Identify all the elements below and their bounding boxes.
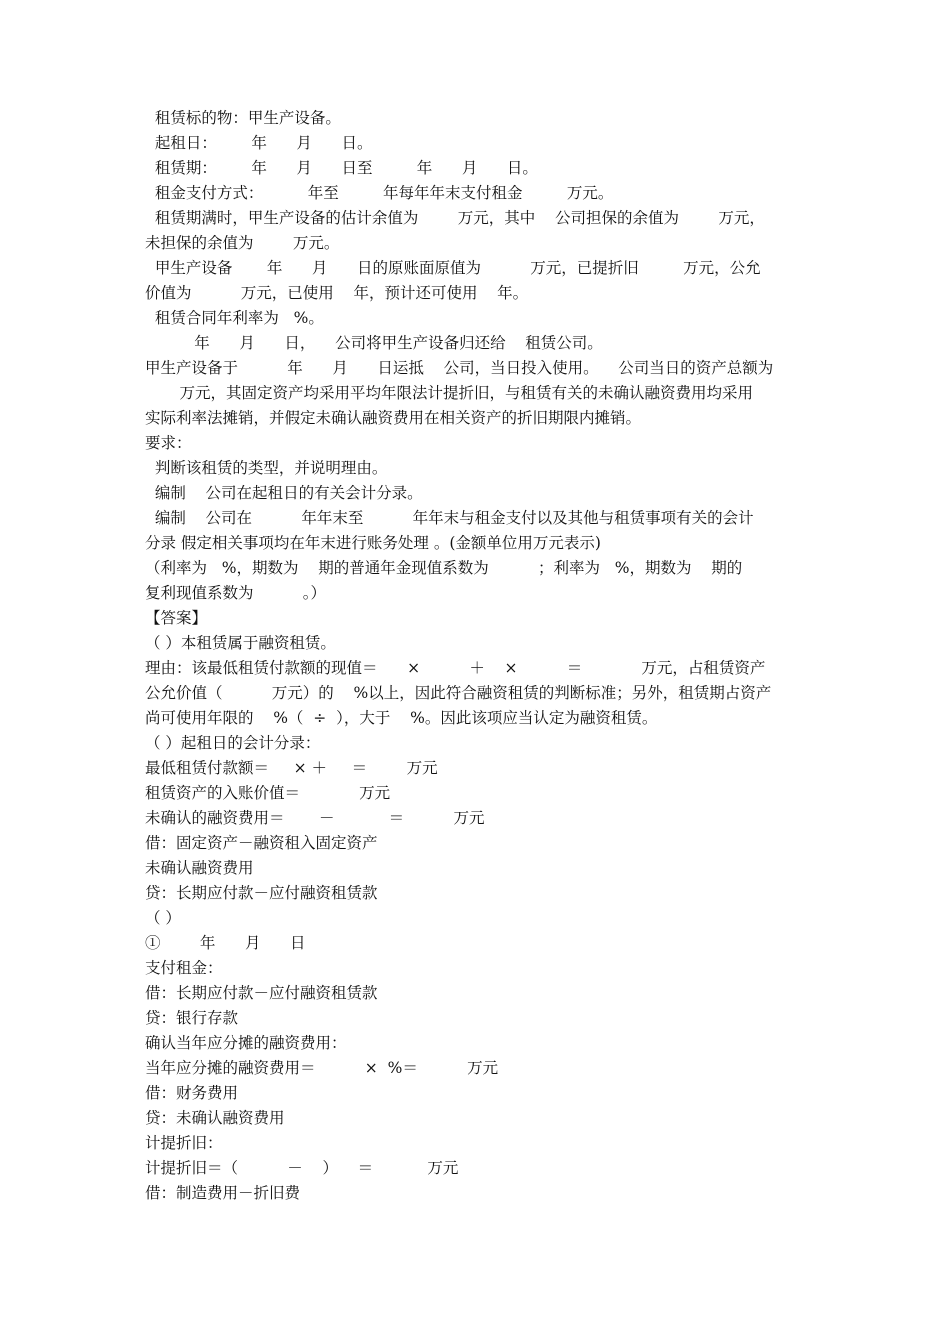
text-line: 贷：长期应付款－应付融资租赁款 xyxy=(145,884,378,902)
text-line: （ ） xyxy=(145,909,181,927)
text-line: 支付租金： xyxy=(145,959,223,977)
text-line: 年 月 日， 公司将甲生产设备归还给 租赁公司。 xyxy=(145,334,603,352)
text-line: 编制 公司在 年年末至 年年末与租金支付以及其他与租赁事项有关的会计 xyxy=(145,509,754,527)
text-line: 编制 公司在起租日的有关会计分录。 xyxy=(145,484,423,502)
text-line: 判断该租赁的类型，并说明理由。 xyxy=(145,459,388,477)
text-line: 确认当年应分摊的融资费用： xyxy=(145,1034,347,1052)
text-line: 租赁标的物：甲生产设备。 xyxy=(145,109,341,127)
text-line: 租赁合同年利率为 %。 xyxy=(145,309,324,327)
text-line: 贷：未确认融资费用 xyxy=(145,1109,285,1127)
text-line: 计提折旧： xyxy=(145,1134,223,1152)
text-line: 未担保的余值为 万元。 xyxy=(145,234,340,252)
text-line: 未确认的融资费用＝ － ＝ 万元 xyxy=(145,809,485,827)
text-line: 实际利率法摊销，并假定未确认融资费用在相关资产的折旧期限内摊销。 xyxy=(145,409,642,427)
text-line: 当年应分摊的融资费用＝ × %＝ 万元 xyxy=(145,1059,499,1077)
text-line: 公允价值（ 万元）的 %以上，因此符合融资租赁的判断标准；另外，租赁期占资产 xyxy=(145,684,772,702)
text-line: 租赁期： 年 月 日至 年 月 日。 xyxy=(145,159,538,177)
text-line: 最低租赁付款额＝ × ＋ ＝ 万元 xyxy=(145,759,438,777)
text-line: 分录 假定相关事项均在年末进行账务处理 。(金额单位用万元表示) xyxy=(145,534,601,552)
text-line: 复利现值系数为 。） xyxy=(145,584,327,602)
text-line: （利率为 %，期数为 期的普通年金现值系数为 ；利率为 %，期数为 期的 xyxy=(145,559,743,577)
text-line: 万元，其固定资产均采用平均年限法计提折旧，与租赁有关的未确认融资费用均采用 xyxy=(145,384,753,402)
text-line: 尚可使用年限的 %（ ÷ ），大于 %。因此该项应当认定为融资租赁。 xyxy=(145,709,658,727)
text-line: 租赁期满时，甲生产设备的估计余值为 万元，其中 公司担保的余值为 万元， xyxy=(145,209,765,227)
text-line: 租赁资产的入账价值＝ 万元 xyxy=(145,784,391,802)
text-line: ① 年 月 日 xyxy=(145,934,306,952)
text-line: （ ）起租日的会计分录： xyxy=(145,734,321,752)
text-line: 借：固定资产－融资租入固定资产 xyxy=(145,834,378,852)
text-line: 贷：银行存款 xyxy=(145,1009,239,1027)
text-line: 甲生产设备 年 月 日的原账面原值为 万元，已提折旧 万元，公允 xyxy=(145,259,761,277)
text-line: 计提折旧＝（ － ） ＝ 万元 xyxy=(145,1159,459,1177)
text-line: （ ）本租赁属于融资租赁。 xyxy=(145,634,336,652)
text-line: 理由：该最低租赁付款额的现值＝ × ＋ × ＝ 万元，占租赁资产 xyxy=(145,659,766,677)
text-line: 要求： xyxy=(145,434,192,452)
text-line: 借：长期应付款－应付融资租赁款 xyxy=(145,984,378,1002)
text-line: 借：制造费用－折旧费 xyxy=(145,1184,301,1202)
text-line: 租金支付方式： 年至 年每年年末支付租金 万元。 xyxy=(145,184,614,202)
text-line: 未确认融资费用 xyxy=(145,859,254,877)
text-line: 【答案】 xyxy=(145,609,208,627)
text-line: 价值为 万元，已使用 年，预计还可使用 年。 xyxy=(145,284,529,302)
text-line: 甲生产设备于 年 月 日运抵 公司，当日投入使用。 公司当日的资产总额为 xyxy=(145,359,774,377)
text-line: 借：财务费用 xyxy=(145,1084,239,1102)
text-line: 起租日： 年 月 日。 xyxy=(145,134,373,152)
